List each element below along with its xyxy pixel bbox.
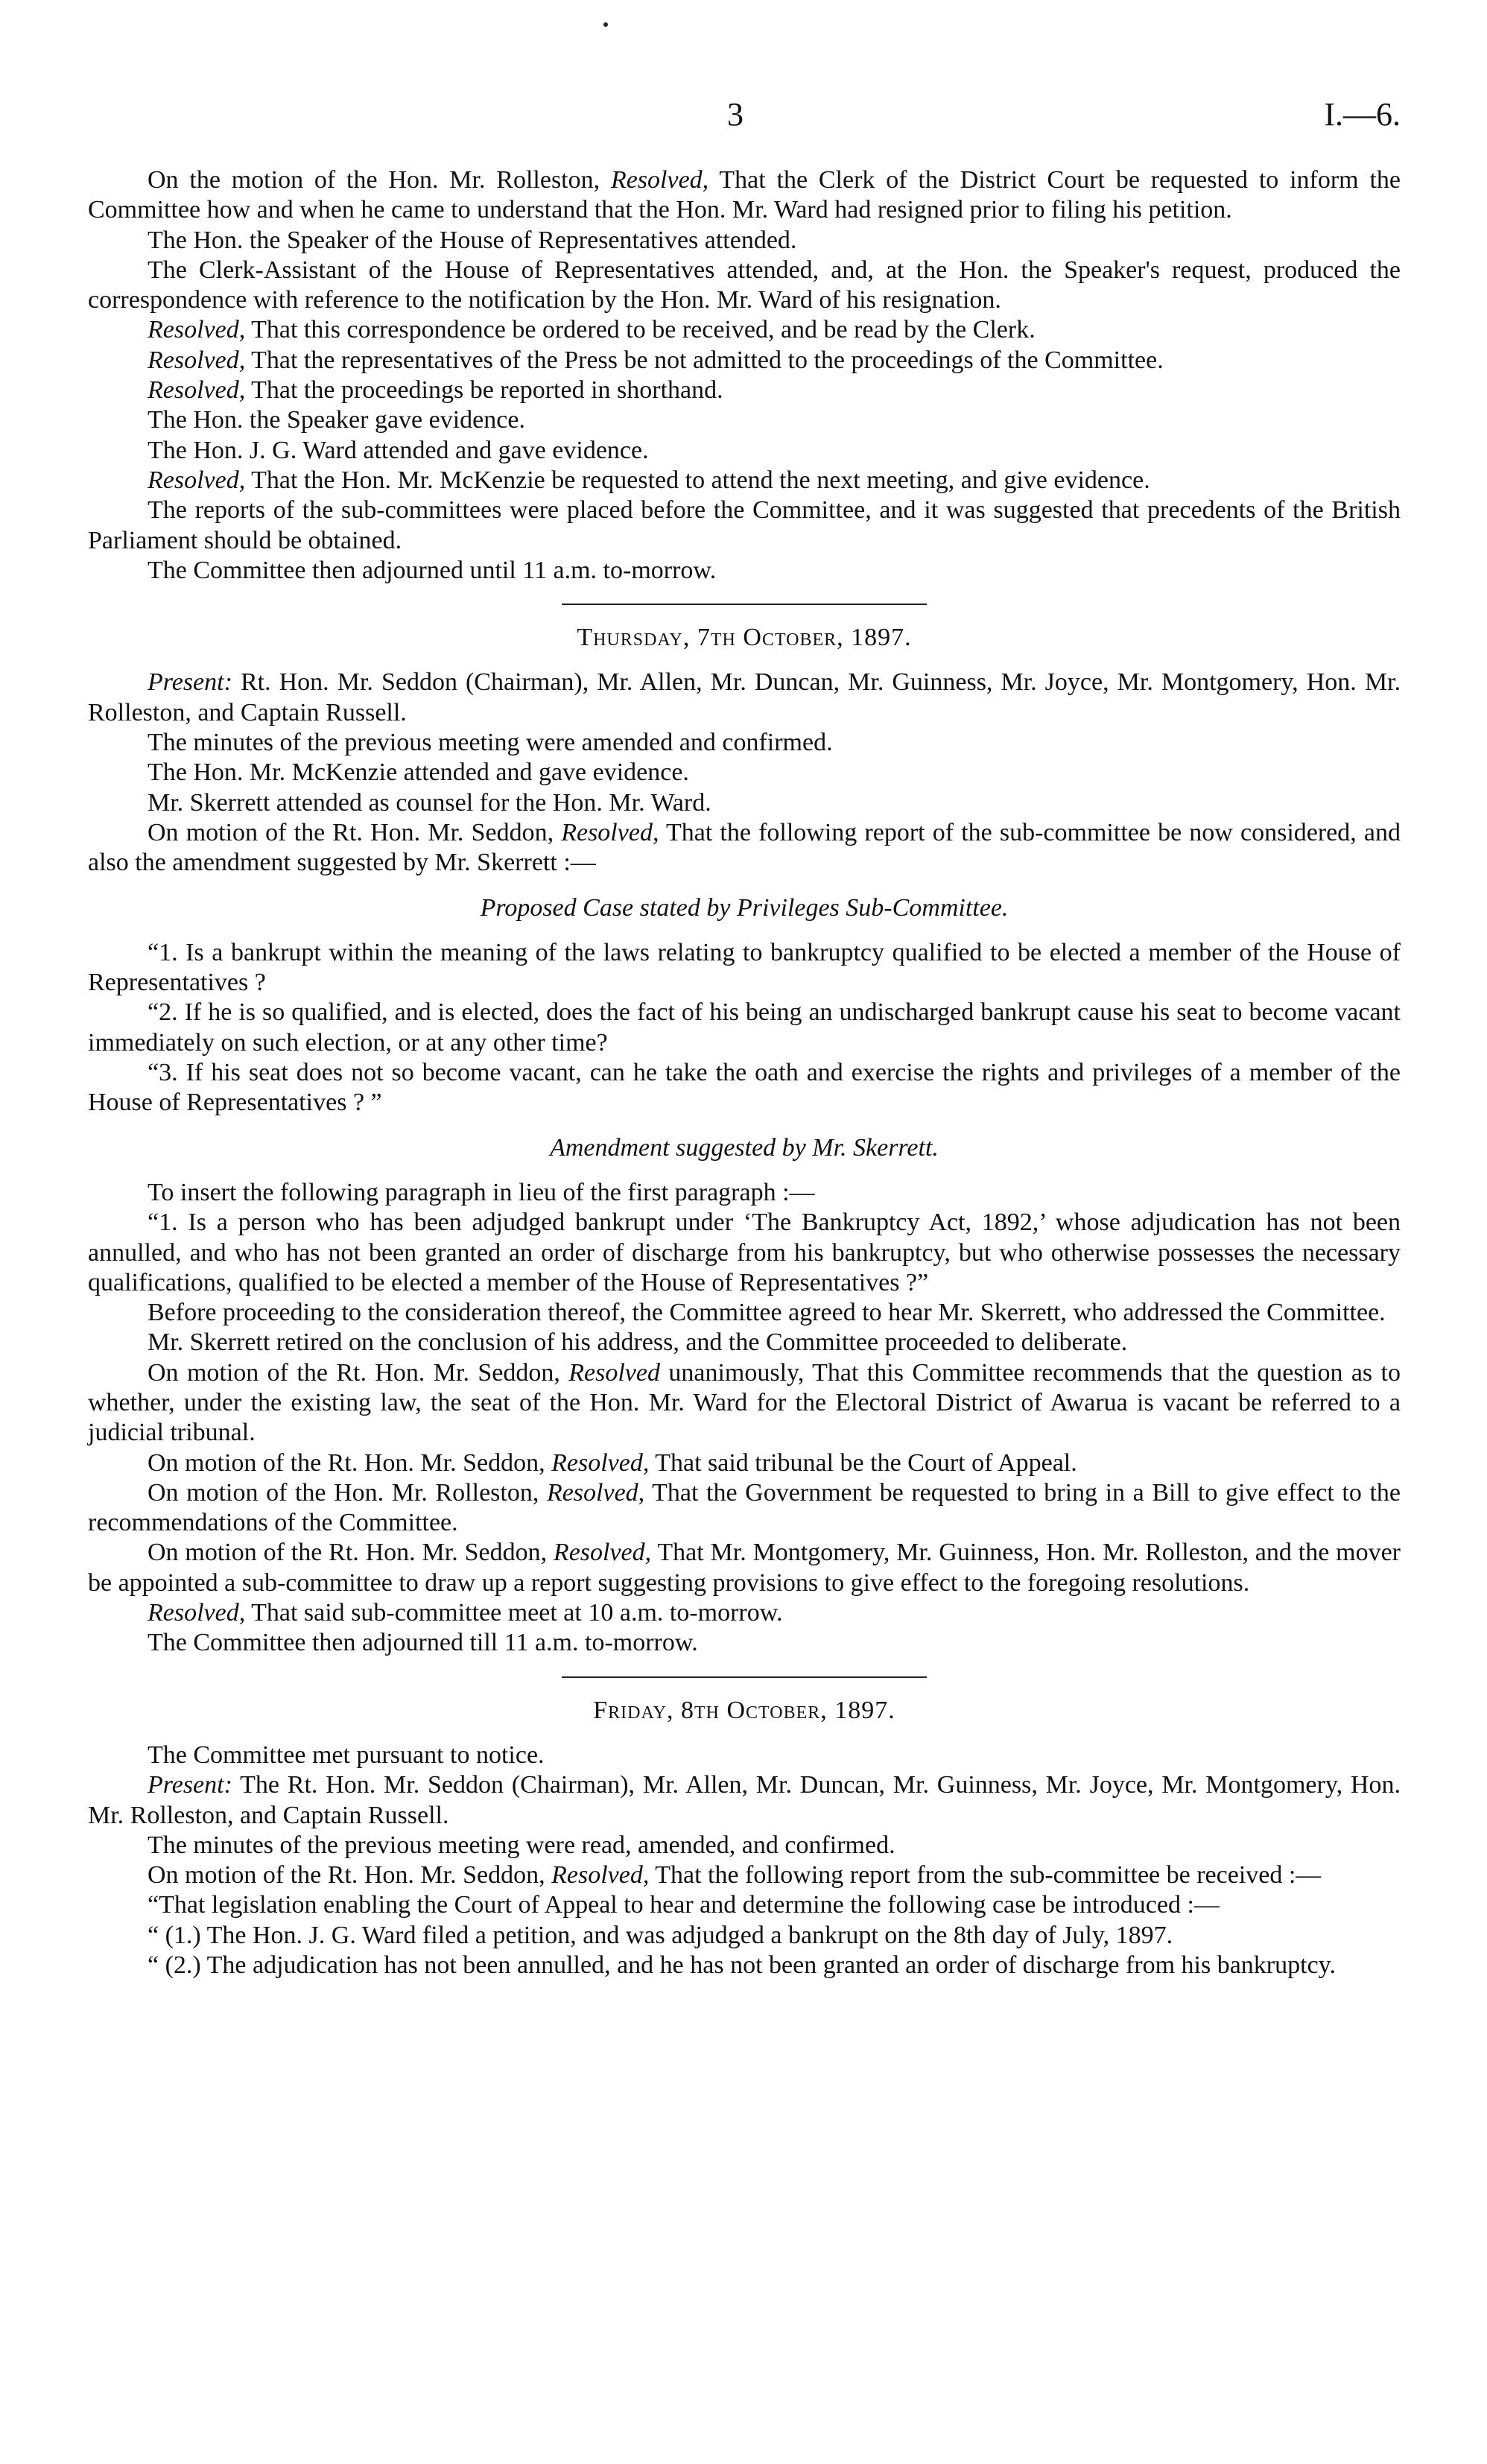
section-heading: Friday, 8th October, 1897. <box>593 1696 895 1724</box>
paragraph: “1. Is a person who has been adjudged bankrupt under ‘The Bankruptcy Act, 1892,’ whose adjudication has not been annulled, and who has not been granted an order of discharge from his bankruptcy, but who otherwise possesses the necessary qualifications, qualified to be elected a member of the House of Representatives ?” <box>88 1209 1401 1296</box>
paragraph: Resolved, That the Hon. Mr. McKenzie be requested to attend the next meeting, and give evidence. <box>148 466 1150 494</box>
paragraph: On motion of the Rt. Hon. Mr. Seddon, Resolved, That Mr. Montgomery, Mr. Guinness, Hon. Mr. Rolleston, and the mover be appointed a sub-committee to draw up a report suggesting provisions to give effect to the foregoing resolutions. <box>88 1539 1401 1597</box>
paragraph: On motion of the Rt. Hon. Mr. Seddon, Resolved, That the following report from the sub-committee be received :— <box>148 1861 1322 1890</box>
document-reference: I.—6. <box>1324 96 1401 133</box>
section-divider <box>562 604 927 605</box>
paragraph: “That legislation enabling the Court of Appeal to hear and determine the following case be introduced :— <box>148 1891 1220 1919</box>
paragraph: The Hon. J. G. Ward attended and gave evidence. <box>148 436 649 464</box>
paragraph: Present: The Rt. Hon. Mr. Seddon (Chairman), Mr. Allen, Mr. Duncan, Mr. Guinness, Mr. Joyce, Mr. Montgomery, Hon. Mr. Rolleston, and Captain Russell. <box>88 1771 1401 1829</box>
paragraph: The Hon. Mr. McKenzie attended and gave evidence. <box>148 758 689 787</box>
paragraph: The Clerk-Assistant of the House of Representatives attended, and, at the Hon. the Speaker's request, produced the correspondence with reference to the notification by the Hon. Mr. Ward of his resignation. <box>88 256 1401 314</box>
paragraph: Resolved, That this correspondence be ordered to be received, and be read by the Clerk. <box>148 316 1036 344</box>
list-item: “ (1.) The Hon. J. G. Ward filed a petition, and was adjudged a bankrupt on the 8th day of July, 1897. <box>148 1921 1173 1949</box>
paragraph: On motion of the Rt. Hon. Mr. Seddon, Resolved, That said tribunal be the Court of Appeal. <box>148 1448 1077 1477</box>
page-number: 3 <box>727 96 744 133</box>
paragraph: “1. Is a bankrupt within the meaning of the laws relating to bankruptcy qualified to be elected a member of the House of Representatives ? <box>88 938 1401 997</box>
paragraph: Mr. Skerrett attended as counsel for the Hon. Mr. Ward. <box>148 788 711 817</box>
subsection-title: Amendment suggested by Mr. Skerrett. <box>550 1133 939 1162</box>
paragraph: Resolved, That said sub-committee meet at 10 a.m. to-morrow. <box>148 1599 783 1627</box>
paragraph: The reports of the sub-committees were placed before the Committee, and it was suggested that precedents of the British Parliament should be obtained. <box>88 496 1401 554</box>
paragraph: The Committee met pursuant to notice. <box>148 1741 545 1769</box>
paragraph: “2. If he is so qualified, and is elected, does the fact of his being an undischarged bankrupt cause his seat to become vacant immediately on such election, or at any other time? <box>88 998 1401 1057</box>
paragraph: To insert the following paragraph in lieu of the first paragraph :— <box>148 1178 815 1206</box>
paragraph: Present: Rt. Hon. Mr. Seddon (Chairman), Mr. Allen, Mr. Duncan, Mr. Guinness, Mr. Joyce, Mr. Montgomery, Hon. Mr. Rolleston, and Captain Russell. <box>88 668 1401 726</box>
section-heading: Thursday, 7th October, 1897. <box>577 624 912 652</box>
section-divider <box>562 1676 927 1678</box>
paragraph: “3. If his seat does not so become vacant, can he take the oath and exercise the rights and privileges of a member of the House of Representatives ? ” <box>88 1059 1401 1117</box>
paragraph: On motion of the Hon. Mr. Rolleston, Resolved, That the Government be requested to bring in a Bill to give effect to the recommendations of the Committee. <box>88 1478 1401 1537</box>
paragraph: The Hon. the Speaker gave evidence. <box>148 406 525 434</box>
paragraph: On motion of the Rt. Hon. Mr. Seddon, Resolved, That the following report of the sub-committee be now considered, and also the amendment suggested by Mr. Skerrett :— <box>88 818 1401 877</box>
speck-mark <box>603 22 608 27</box>
paragraph: On the motion of the Hon. Mr. Rolleston, Resolved, That the Clerk of the District Court be requested to inform the Committee how and when he came to understand that the Hon. Mr. Ward had resigned prior to filing his petition. <box>88 166 1401 224</box>
paragraph: The minutes of the previous meeting were read, amended, and confirmed. <box>148 1831 895 1859</box>
paragraph: The minutes of the previous meeting were amended and confirmed. <box>148 729 833 757</box>
paragraph: The Committee then adjourned till 11 a.m. to-morrow. <box>148 1629 698 1657</box>
paragraph: Resolved, That the proceedings be reported in shorthand. <box>148 376 723 405</box>
paragraph: Before proceeding to the consideration thereof, the Committee agreed to hear Mr. Skerrett, who addressed the Committee. <box>148 1299 1386 1327</box>
paragraph: Resolved, That the representatives of the Press be not admitted to the proceedings of the Committee. <box>148 346 1164 374</box>
paragraph: Mr. Skerrett retired on the conclusion of his address, and the Committee proceeded to deliberate. <box>148 1328 1128 1357</box>
paragraph: On motion of the Rt. Hon. Mr. Seddon, Resolved unanimously, That this Committee recommends that the question as to whether, under the existing law, the seat of the Hon. Mr. Ward for the Electoral District of Awarua is vacant be referred to a judicial tribunal. <box>88 1358 1401 1447</box>
list-item: “ (2.) The adjudication has not been annulled, and he has not been granted an order of discharge from his bankruptcy. <box>148 1951 1336 1980</box>
document-body <box>88 165 1401 1980</box>
paragraph: The Hon. the Speaker of the House of Representatives attended. <box>148 226 797 254</box>
subsection-title: Proposed Case stated by Privileges Sub-Committee. <box>480 893 1009 922</box>
paragraph: The Committee then adjourned until 11 a.m. to-morrow. <box>148 556 717 584</box>
